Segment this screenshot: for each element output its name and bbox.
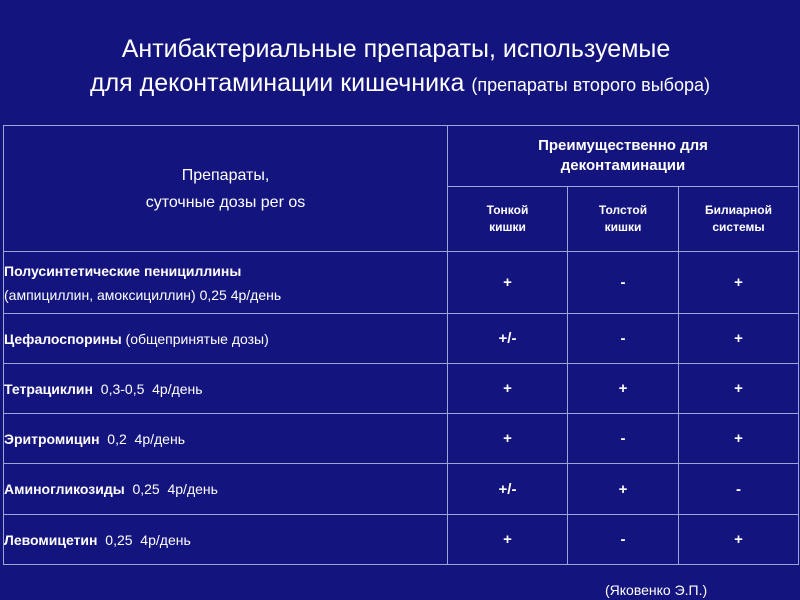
drug-name: Левомицетин [4, 531, 98, 548]
header-decontamination [448, 126, 799, 187]
drug-dose: 0,3-0,5 4р/день [93, 380, 203, 397]
drug-dose: 0,25 4р/день [124, 481, 218, 497]
drug-dose: (общепринятые дозы) [121, 330, 269, 347]
mark-small-intestine: + [448, 515, 568, 565]
drugs-table [3, 125, 799, 565]
header-small-intestine [448, 187, 568, 252]
header-large-intestine [568, 187, 679, 252]
mark-small-intestine: + [448, 364, 568, 414]
mark-small-intestine: + [448, 252, 568, 314]
mark-large-intestine: + [568, 464, 679, 515]
title-subtitle: (препараты второго выбора) [471, 75, 710, 95]
mark-small-intestine: +/- [448, 464, 568, 515]
mark-large-intestine: - [568, 252, 679, 314]
table-row [4, 314, 799, 364]
header-biliary-system [679, 187, 799, 252]
subheader-line-2: кишки [604, 220, 642, 234]
subheader-line-1: Тонкой [486, 203, 529, 217]
subheader-line-1: Толстой [598, 203, 648, 217]
drug-cell [4, 314, 448, 364]
drug-dose: 0,2 4р/день [99, 430, 185, 447]
drug-name: Эритромицин [4, 430, 100, 447]
drug-name: Цефалоспорины [4, 330, 122, 347]
header-drugs-line-2: суточные дозы per os [145, 193, 306, 211]
drug-name: Полусинтетические пенициллины [4, 262, 242, 279]
header-group-line-2: деконтаминации [560, 157, 686, 174]
table-row [4, 364, 799, 414]
title-line-2-main: для деконтаминации кишечника [90, 69, 465, 97]
table-row [4, 464, 799, 515]
table-row [4, 515, 799, 565]
mark-small-intestine: + [448, 414, 568, 464]
drug-name: Аминогликозиды [4, 481, 125, 497]
slide-title [0, 32, 800, 102]
drug-name: Тетрациклин [4, 380, 93, 397]
mark-biliary-system: + [679, 515, 799, 565]
mark-biliary-system: + [679, 364, 799, 414]
table-row [4, 252, 799, 314]
subheader-line-1: Билиарной [705, 203, 772, 217]
drug-cell [4, 414, 448, 464]
table-row [4, 414, 799, 464]
header-group-line-1: Преимущественно для [538, 137, 708, 154]
author-credit: (Яковенко Э.П.) [605, 582, 708, 598]
drug-cell [4, 515, 448, 565]
mark-large-intestine: - [568, 414, 679, 464]
mark-biliary-system: + [679, 414, 799, 464]
mark-large-intestine: - [568, 314, 679, 364]
header-drugs [4, 126, 448, 252]
mark-biliary-system: + [679, 314, 799, 364]
drug-cell [4, 364, 448, 414]
drug-cell [4, 252, 448, 314]
subheader-line-2: кишки [489, 220, 526, 234]
mark-large-intestine: - [568, 515, 679, 565]
drug-cell [4, 464, 448, 515]
mark-large-intestine: + [568, 364, 679, 414]
subheader-line-2: системы [712, 220, 765, 234]
drug-dose: (ампициллин, амоксициллин) 0,25 4р/день [4, 286, 282, 303]
table-header-row [4, 126, 799, 187]
title-line-2 [0, 66, 800, 102]
mark-biliary-system: - [679, 464, 799, 515]
title-line-1: Антибактериальные препараты, используемые [121, 35, 671, 63]
mark-biliary-system: + [679, 252, 799, 314]
header-drugs-line-1: Препараты, [181, 166, 270, 184]
mark-small-intestine: +/- [448, 314, 568, 364]
drug-dose: 0,25 4р/день [97, 531, 191, 548]
